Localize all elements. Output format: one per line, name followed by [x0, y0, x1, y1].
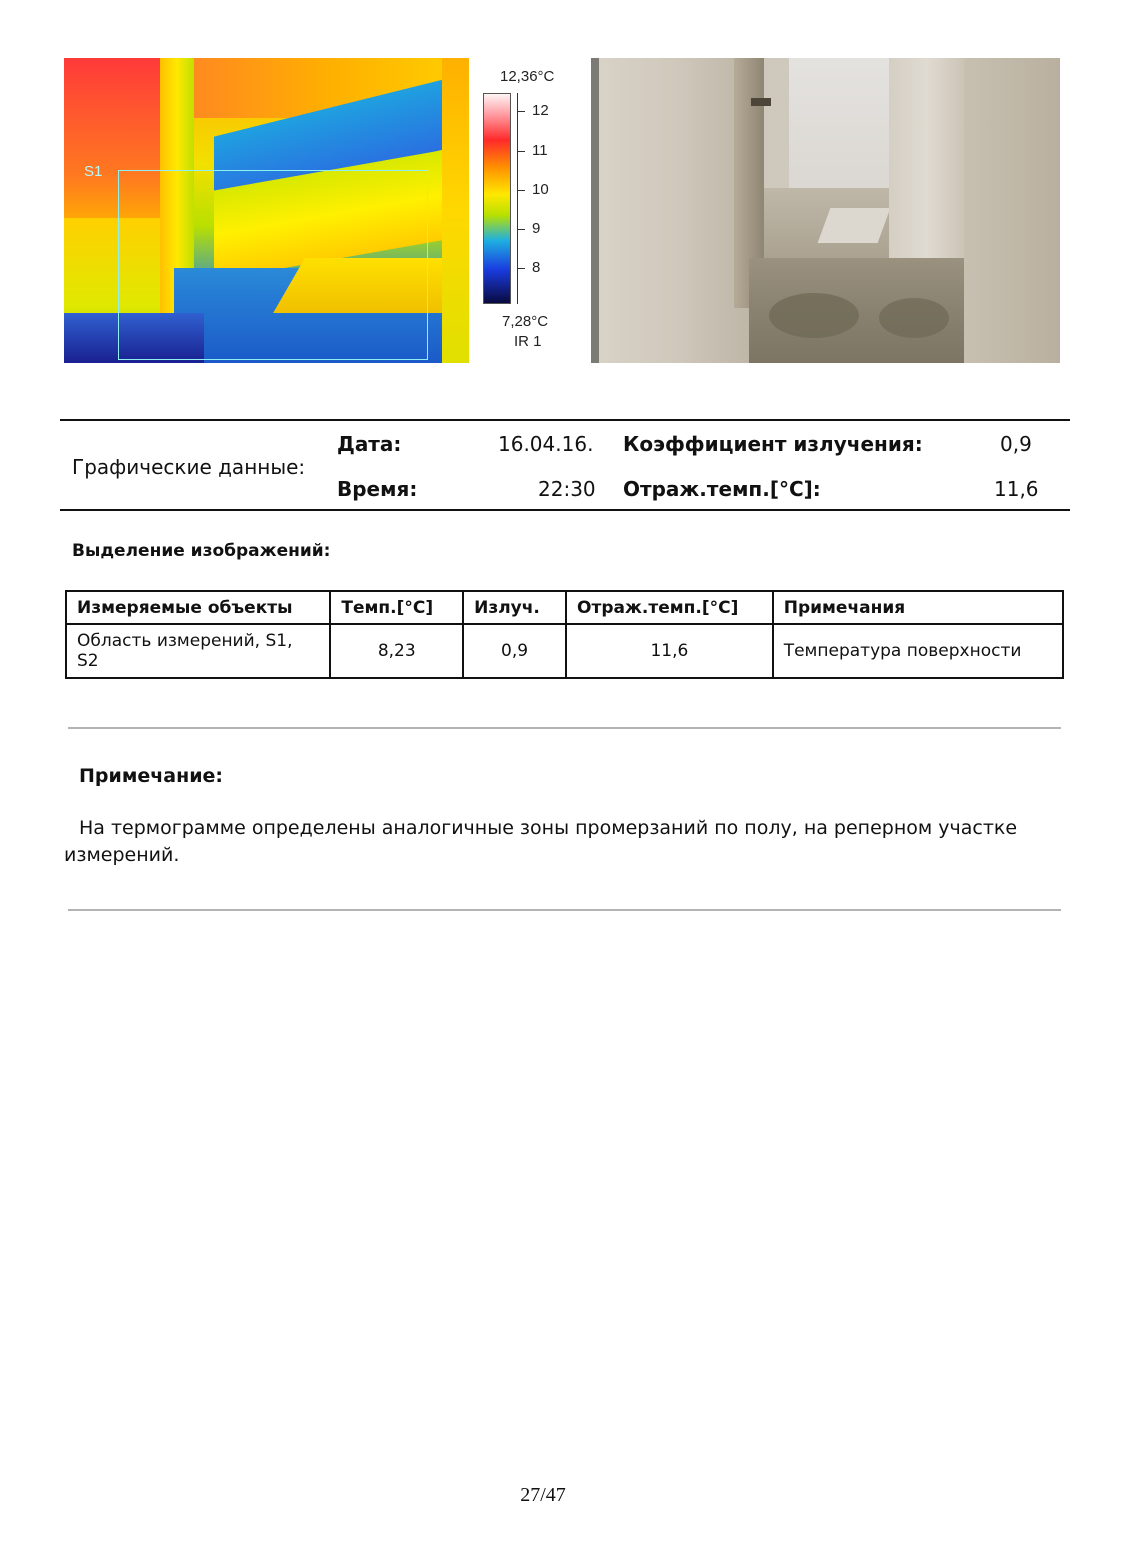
scale-tick-label: 9 [532, 220, 541, 237]
date-label: Дата: [337, 432, 402, 456]
scale-mode-label: IR 1 [514, 333, 542, 350]
scale-tick-label: 11 [532, 142, 548, 159]
measurement-table [65, 590, 1064, 679]
column-header: Отраж.темп.[°C] [566, 591, 773, 624]
scale-tick [517, 190, 525, 191]
table-cell: 0,9 [463, 624, 566, 678]
image-selection-title: Выделение изображений: [72, 541, 331, 561]
column-header: Примечания [773, 591, 1063, 624]
table-cell: Температура поверхности [773, 624, 1063, 678]
emissivity-label: Коэффициент излучения: [623, 432, 923, 456]
table-bottom-rule [60, 509, 1070, 511]
table-row [66, 624, 1063, 678]
scale-axis [517, 93, 518, 304]
graphic-data-label: Графические данные: [72, 455, 306, 479]
scale-tick-label: 8 [532, 259, 541, 276]
table-cell: Область измерений, S1, S2 [66, 624, 330, 678]
emissivity-value: 0,9 [1000, 432, 1032, 456]
table-cell: 11,6 [566, 624, 773, 678]
column-header: Измеряемые объекты [66, 591, 330, 624]
scale-tick [517, 268, 525, 269]
image-divider [591, 58, 599, 363]
reflected-temp-label: Отраж.темп.[°C]: [623, 477, 821, 501]
note-bottom-divider [68, 909, 1061, 911]
time-label: Время: [337, 477, 418, 501]
table-top-rule [60, 419, 1070, 421]
scale-tick [517, 151, 525, 152]
date-value: 16.04.16. [498, 432, 594, 456]
time-value: 22:30 [538, 477, 596, 501]
scale-tick [517, 111, 525, 112]
page-number: 27/47 [520, 1484, 566, 1506]
scale-min-label: 7,28°C [502, 313, 549, 330]
scale-tick [517, 229, 525, 230]
color-scale-bar [483, 93, 511, 304]
measurement-area-label: S1 [84, 163, 103, 180]
reflected-temp-value: 11,6 [994, 477, 1039, 501]
scale-tick-label: 10 [532, 181, 549, 198]
scale-max-label: 12,36°C [500, 68, 555, 85]
table-cell: 8,23 [330, 624, 463, 678]
note-top-divider [68, 727, 1061, 729]
thermogram-image [64, 58, 469, 363]
column-header: Излуч. [463, 591, 566, 624]
note-text: На термограмме определены аналогичные зоны промерзаний по полу, на реперном участке измерений. [64, 817, 1018, 866]
note-title: Примечание: [79, 765, 224, 787]
column-header: Темп.[°C] [330, 591, 463, 624]
measurement-area-box [118, 170, 428, 360]
visual-photo [599, 58, 1060, 363]
table-header-row [66, 591, 1063, 624]
scale-tick-label: 12 [532, 102, 549, 119]
